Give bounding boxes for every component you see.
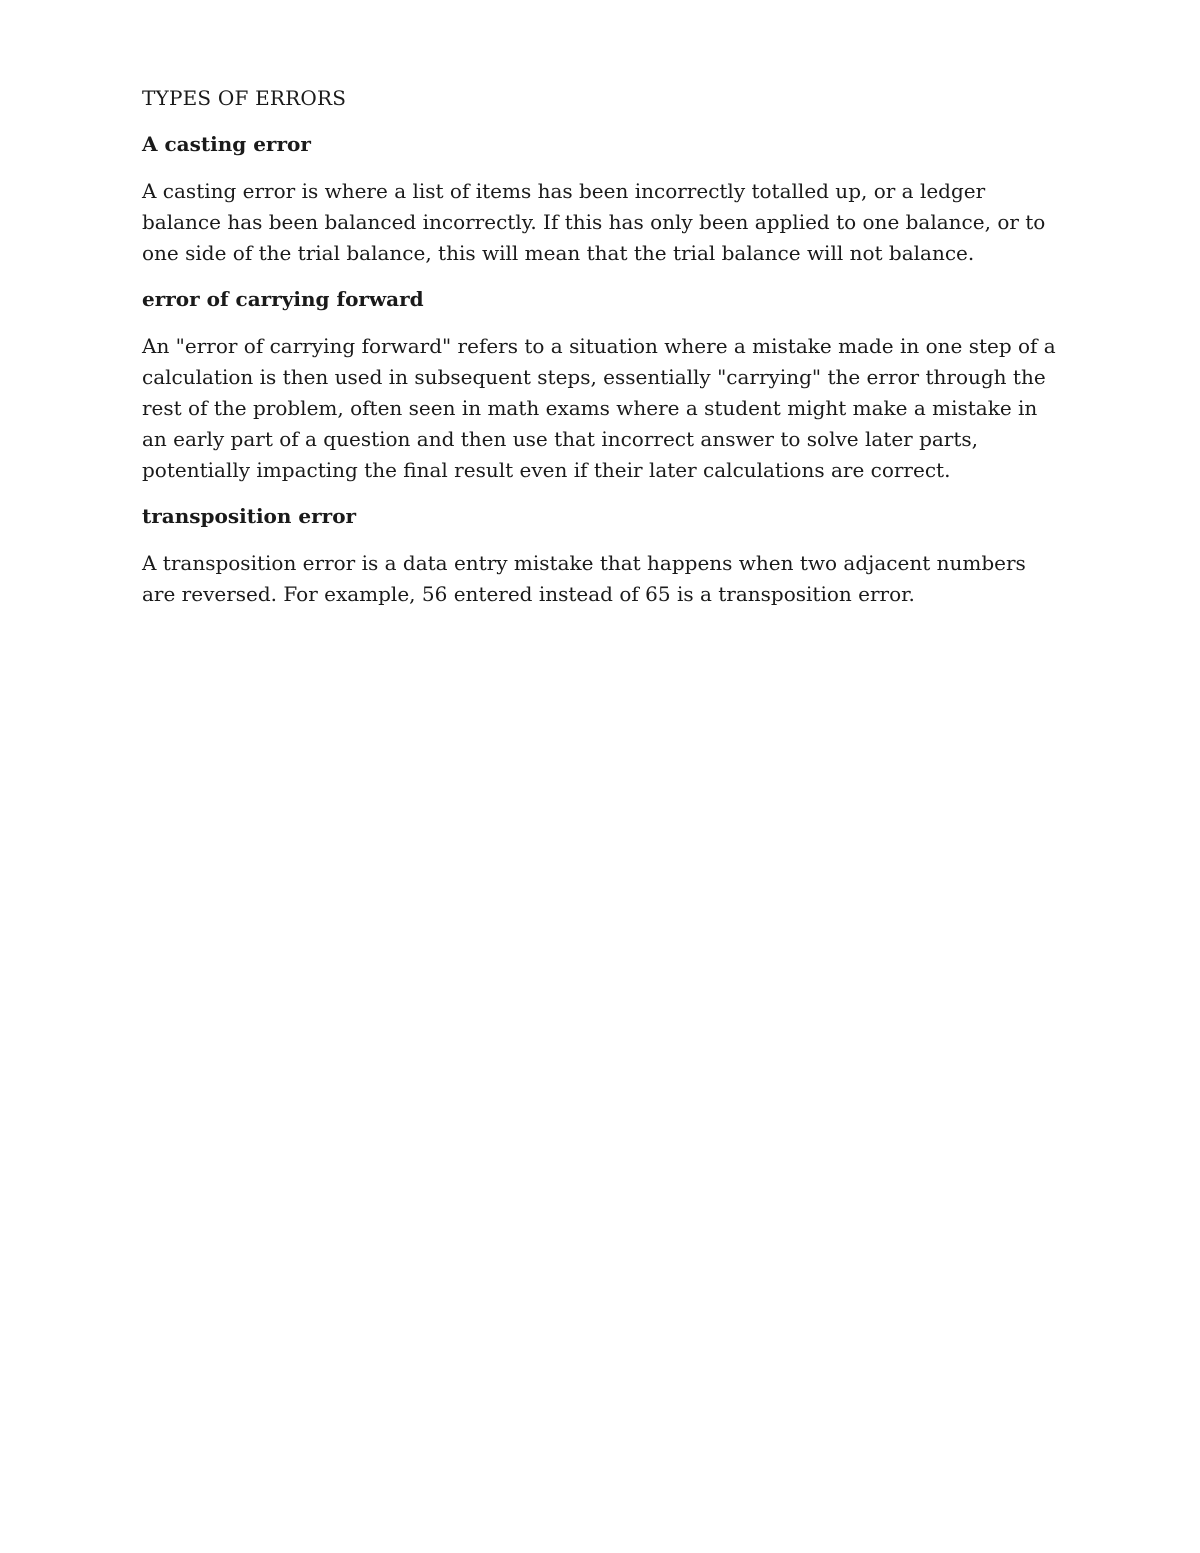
section-body: A casting error is where a list of items has been incorrectly totalled up, or a ledger balance has been balanced incorrectly. If this has only been applied to one balance, or to one side of the trial balance, this will mean that the trial balance will not balance. [142,179,1046,265]
section-body: A transposition error is a data entry mistake that happens when two adjacent numbers are reversed. For example, 56 entered instead of 65 is a transposition error. [142,551,1026,606]
document-title: TYPES OF ERRORS [142,86,347,110]
section-heading: transposition error [142,504,357,528]
section-body: An "error of carrying forward" refers to a situation where a mistake made in one step of a calculation is then used in subsequent steps, essentially "carrying" the error through the rest of the problem, often seen in math exams where a student might make a mistake in an early part of a question and then use that incorrect answer to solve later parts, potentially impacting the final result even if their later calculations are correct. [142,334,1056,482]
section-heading: A casting error [142,132,311,156]
section-casting-error [142,130,1062,269]
document-page [142,84,1062,626]
section-error-of-carrying-forward [142,285,1062,486]
section-heading: error of carrying forward [142,287,424,311]
section-transposition-error [142,502,1062,610]
